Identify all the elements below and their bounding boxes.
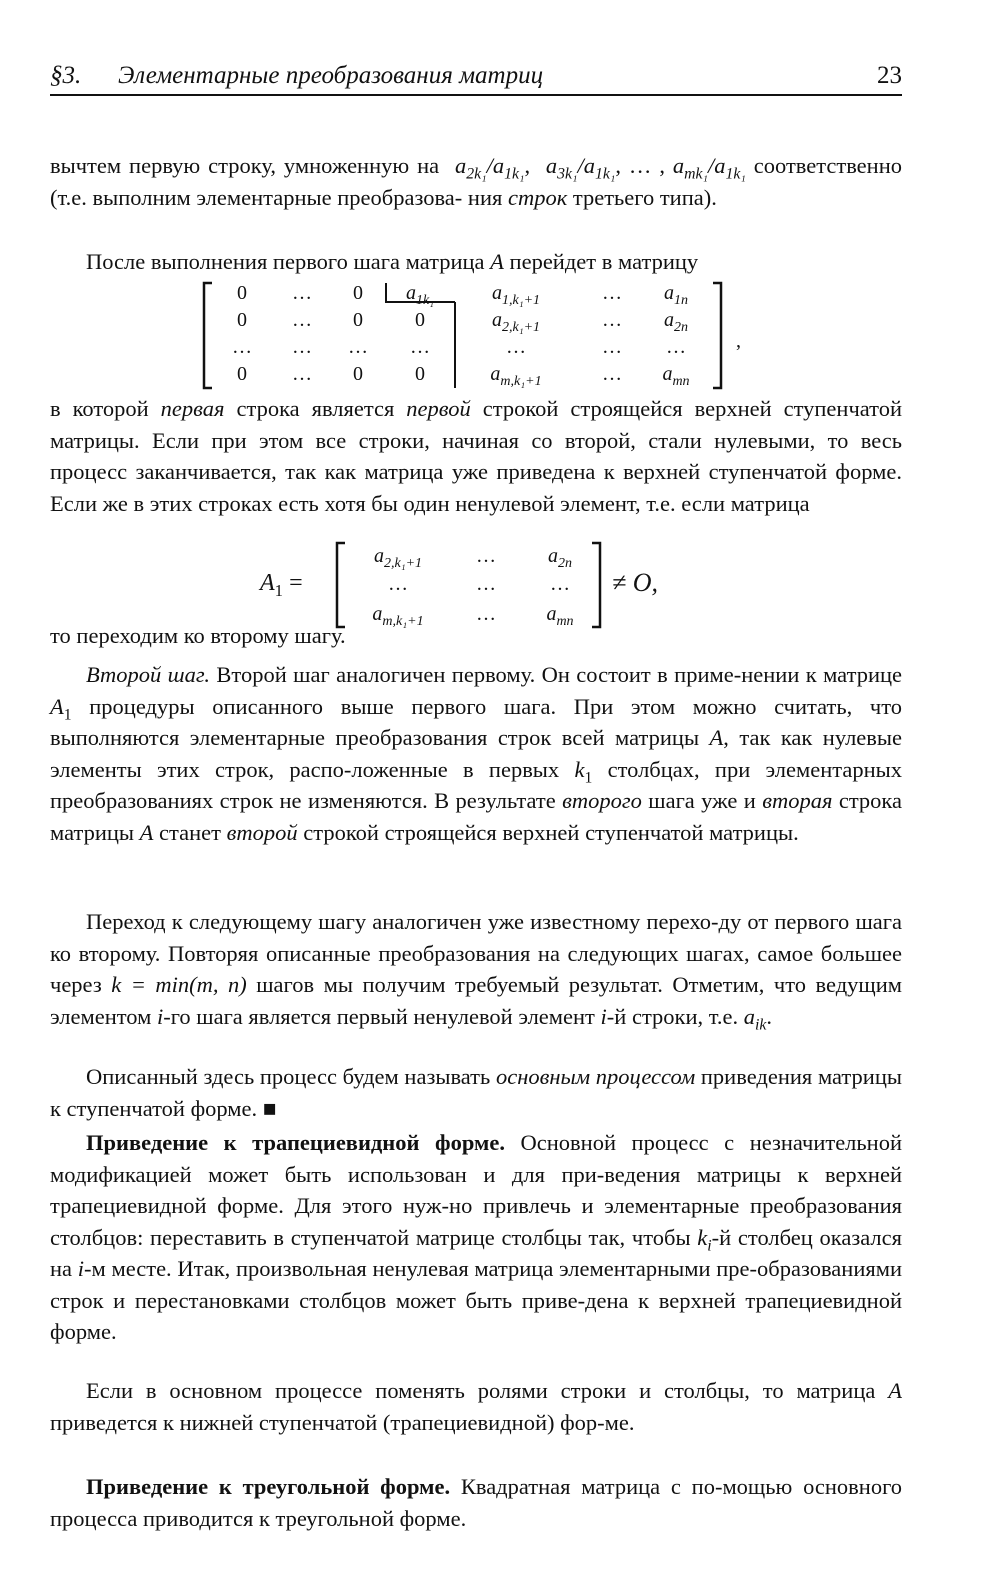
paragraph-8: Приведение к трапециевидной форме. Основной процесс с незначительной модификацией может быть использован и для при-ведения матрицы к верхней трапециевидной форме. Для этого нуж-но привлечь и элементарные преобразования столбцов: переставить в ступенчатой матрице столбцы так, чтобы $k_i-й$ столбец оказался на i-м месте. Итак, произвольная ненулевая матрица элементарными пре-образованиями строк и перестановками столбцов может быть приве-дена к верхней трапециевидной форме. xyxy=(50,1130,903,1344)
matrix-2-cell: $a_{2,k_1+1}$ xyxy=(373,545,423,571)
matrix-1-cell: 0 xyxy=(237,282,247,304)
page-number: 23 xyxy=(877,62,902,89)
matrix-1-cell: … xyxy=(602,363,622,385)
matrix-1-cell: … xyxy=(602,309,622,331)
running-header xyxy=(50,60,902,96)
matrix-1-cell: $a_{1n}$ xyxy=(664,282,688,308)
matrix-1-cell: … xyxy=(602,282,622,304)
paragraph-1: вычтем первую строку, умноженную на $a_{2k_1}/a_{1k_1}$, $a_{3k_1}/a_{1k_1}$, … , $a_{mk_1}/a_{1k_1}$ соответственно (т.е. выполним элементарные преобразова- ния строк третьего типа). xyxy=(50,153,903,210)
matrix-1-cell: … xyxy=(292,336,312,358)
matrix-1-cell: … xyxy=(292,282,312,304)
matrix-2-cell: … xyxy=(476,573,496,595)
matrix-1-trailing-comma: , xyxy=(736,330,741,352)
matrix-1-cell: $a_{2n}$ xyxy=(664,309,688,335)
matrix-2-rhs: ≠ O, xyxy=(612,568,659,597)
matrix-2-cell: … xyxy=(476,603,496,625)
matrix-1-cell: $a_{m,k_1+1}$ xyxy=(490,363,542,389)
paragraph-6: Переход к следующему шагу аналогичен уже известному перехо-ду от первого шага ко второму. Повторяя описанные преобразования на следующих шагах, самое большее через k = min(m, n) шагов мы получим требуемый результат. Отметим, что ведущим элементом i-го шага является первый ненулевой элемент i-й строки, т.е. $a_{ik}$. xyxy=(50,909,903,1033)
matrix-1-cell: 0 xyxy=(353,282,363,304)
matrix-1-cell: … xyxy=(292,309,312,331)
matrix-1-cell: 0 xyxy=(353,309,363,331)
matrix-1-cell: … xyxy=(506,336,526,358)
matrix-1-cell: 0 xyxy=(353,363,363,385)
paragraph-7: Описанный здесь процесс будем называть основным процессом приведения матрицы к ступенчатой форме. ■ xyxy=(50,1064,902,1121)
matrix-1-cell: 0 xyxy=(237,363,247,385)
matrix-1-cell: … xyxy=(602,336,622,358)
qed-mark: ■ xyxy=(262,1095,277,1121)
matrix-1-cell: … xyxy=(410,336,430,358)
matrix-2-cell: … xyxy=(476,545,496,567)
section-title: Элементарные преобразования матриц xyxy=(118,62,544,89)
matrix-2-cell: $a_{m,k_1+1}$ xyxy=(372,603,424,629)
matrix-2-cell: … xyxy=(388,573,408,595)
matrix-1-cell: 0 xyxy=(237,309,247,331)
matrix-2-cell: $a_{mn}$ xyxy=(546,603,574,629)
paragraph-5: Второй шаг. Второй шаг аналогичен первому. Он состоит в приме-нении к матрице $A_1$ процедуры описанного выше первого шага. При этом можно считать, что выполняются элементарные преобразования строк всей матрицы A, так как нулевые элементы этих строк, распо-ложенные в первых $k_1$ столбцах, при элементарных преобразованиях строк не изменяются. В результате второго шага уже и вторая строка матрицы A станет второй строкой строящейся верхней ступенчатой матрицы. xyxy=(50,662,903,845)
matrix-1-cell: … xyxy=(232,336,252,358)
matrix-1-cell: $a_{2,k_1+1}$ xyxy=(491,309,541,335)
matrix-1-cell: $a_{1k_1}$ xyxy=(405,282,435,308)
matrix-2-lhs: $A_1$ = xyxy=(260,570,303,600)
matrix-2-cell: $a_{2n}$ xyxy=(548,545,572,571)
matrix-1-cell: … xyxy=(292,363,312,385)
paragraph-4: то переходим ко второму шагу. xyxy=(50,623,346,648)
matrix-1-cell: 0 xyxy=(415,363,425,385)
matrix-1-cell: … xyxy=(348,336,368,358)
paragraph-2: После выполнения первого шага матрица A перейдет в матрицу xyxy=(86,249,699,274)
paragraph-9: Если в основном процессе поменять ролями строки и столбцы, то матрица A приведется к нижней ступенчатой (трапециевидной) фор-ме. xyxy=(50,1378,902,1435)
matrix-1-cell: 0 xyxy=(415,309,425,331)
matrix-1-cell: $a_{mn}$ xyxy=(662,363,690,389)
section-number: §3. xyxy=(50,62,82,89)
matrix-2-cell: … xyxy=(550,573,570,595)
paragraph-3: в которой первая строка является первой строкой строящейся верхней ступенчатой матрицы. Если при этом все строки, начиная со второй, стали нулевыми, то весь процесс заканчивается, так как матрица уже приведена к верхней ступенчатой форме. Если же в этих строках есть хотя бы один ненулевой элемент, т.е. если матрица xyxy=(50,396,903,516)
paragraph-10: Приведение к треугольной форме. Квадратная матрица с по-мощью основного процесса приводится к треугольной форме. xyxy=(50,1474,903,1531)
matrix-1-cell: … xyxy=(666,336,686,358)
matrix-1-cell: $a_{1,k_1+1}$ xyxy=(491,282,541,308)
